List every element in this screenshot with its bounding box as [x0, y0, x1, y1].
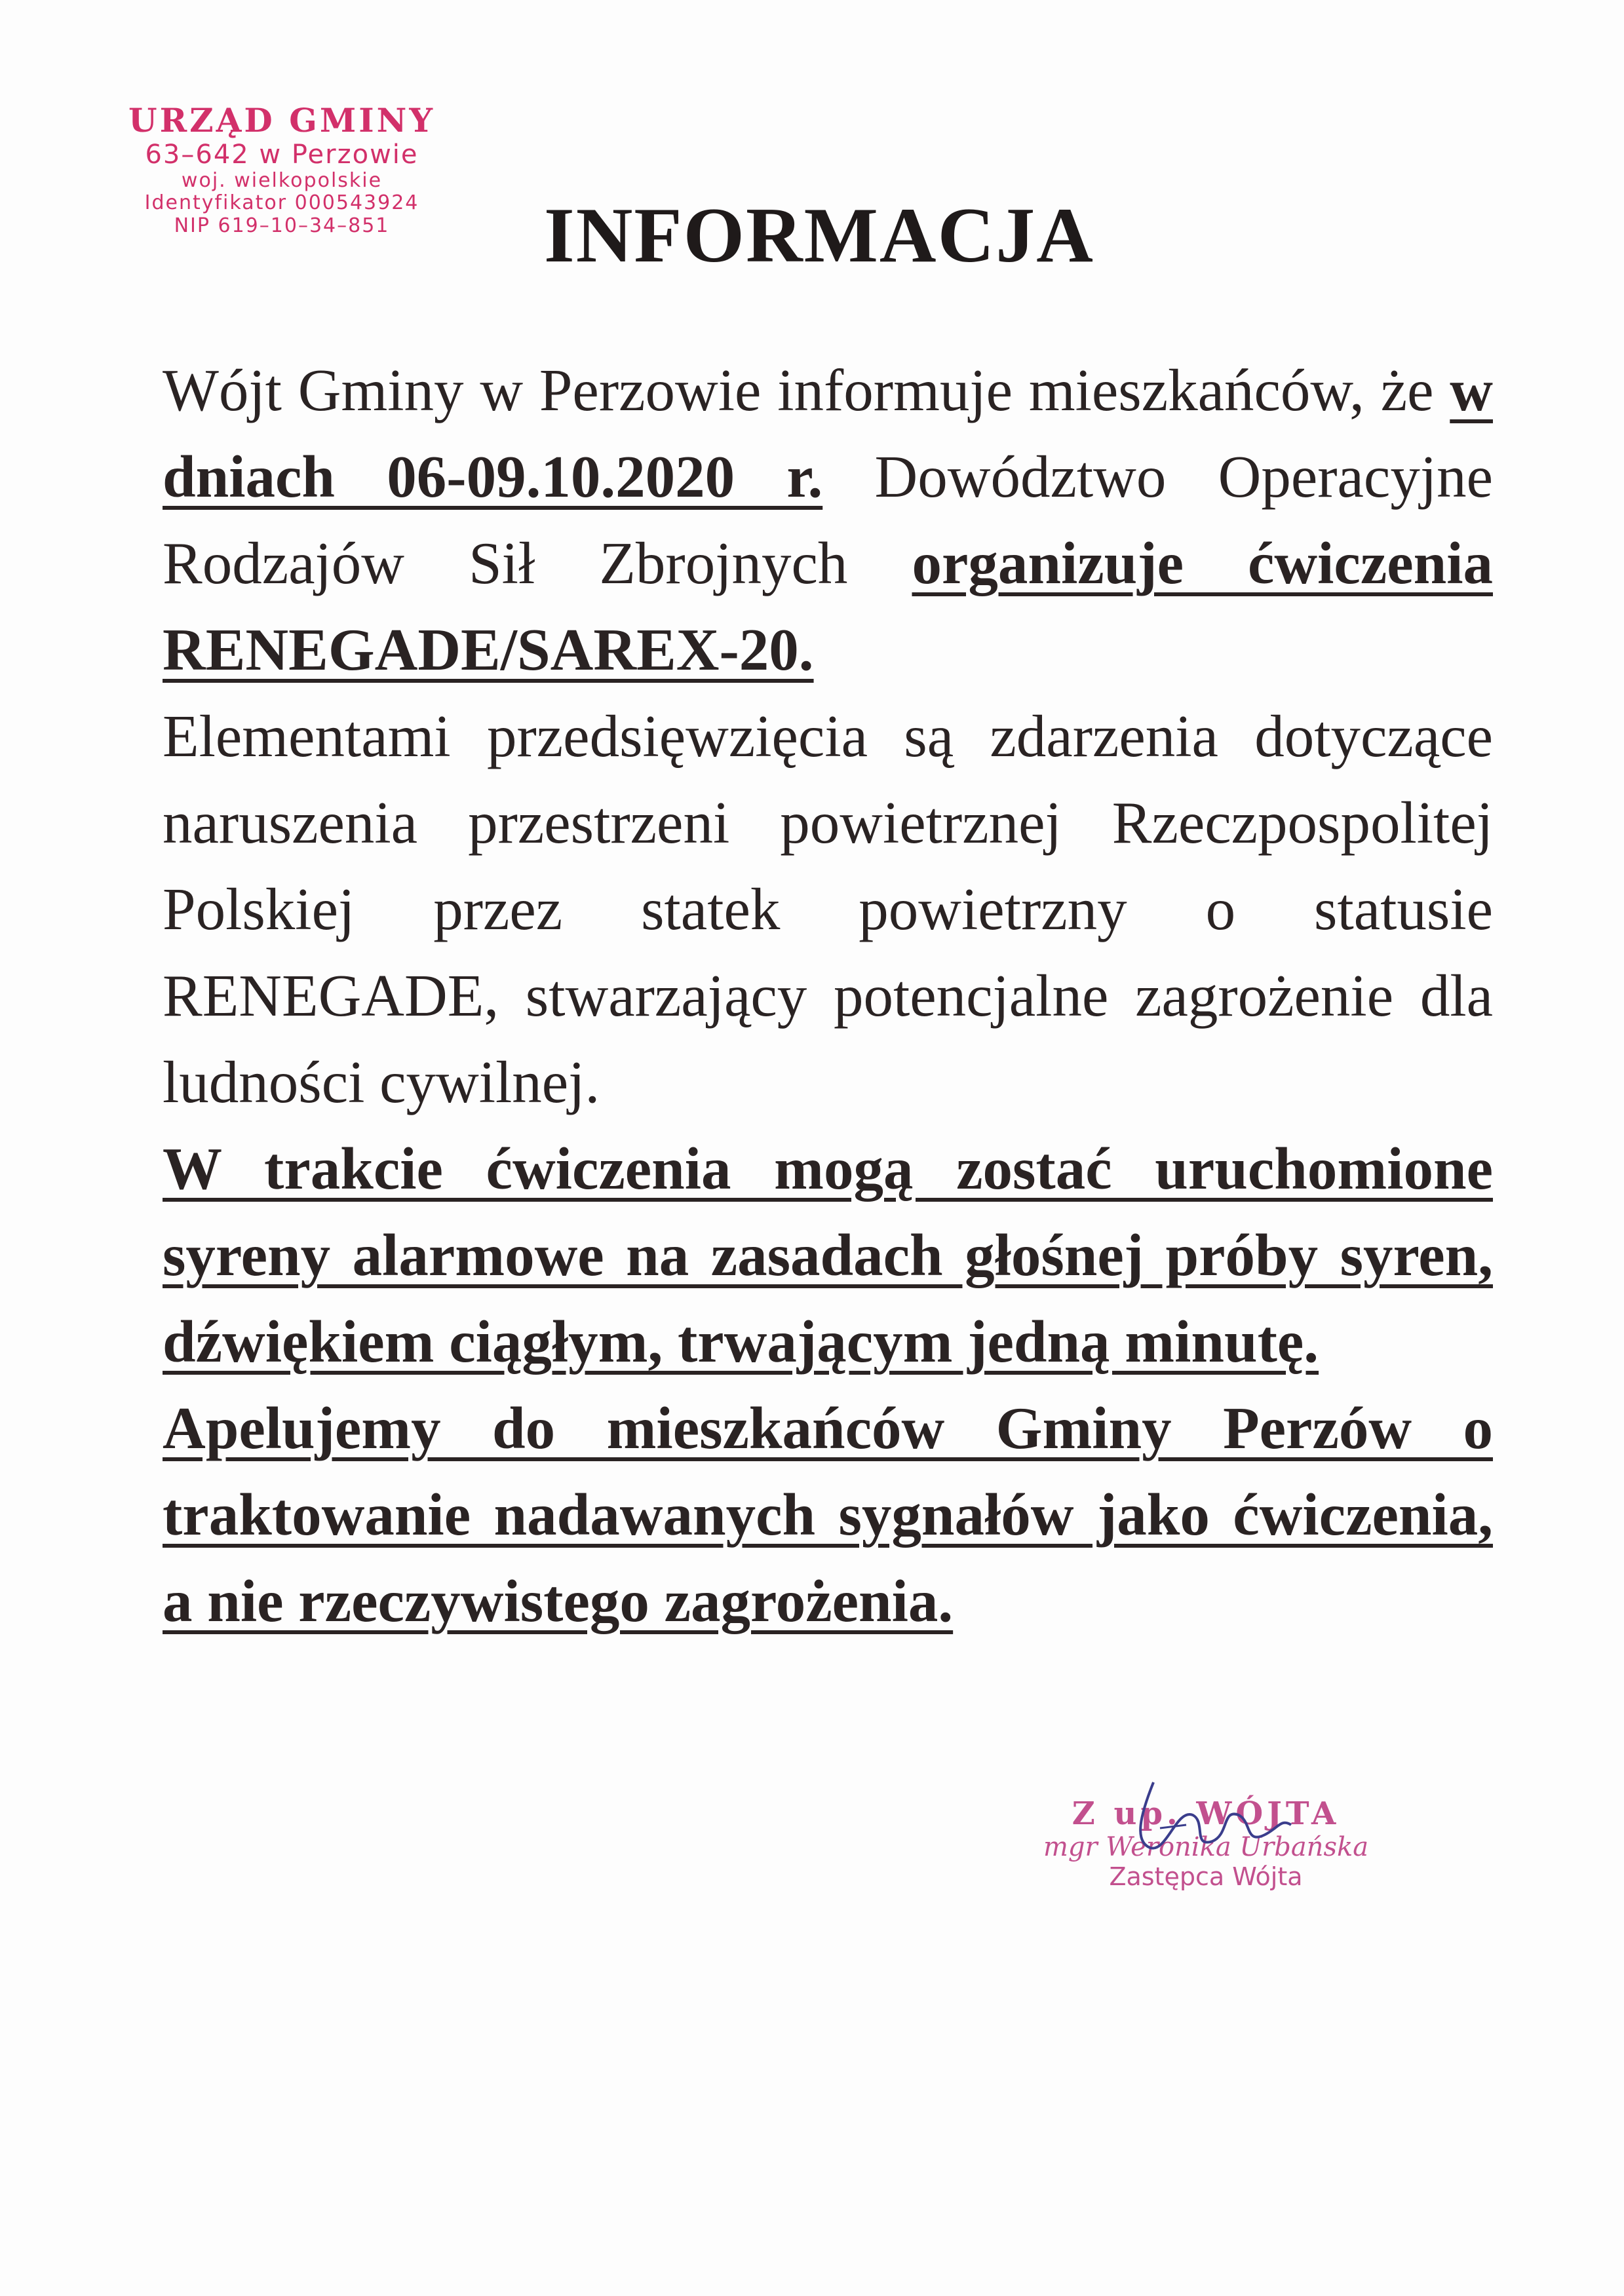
stamp-line-office: URZĄD GMINY: [128, 101, 436, 140]
stamp-line-province: woj. wielkopolskie: [181, 168, 383, 192]
intro-text: Wójt Gminy w Perzowie informuje mieszkańców, że: [163, 357, 1450, 423]
sirens-text: W trakcie ćwiczenia mogą zostać uruchomione syreny alarmowe na zasadach głośnej próby syren, dźwiękiem ciągłym, trwającym jedną minutę.: [163, 1136, 1493, 1375]
paragraph-elements: Elementami przedsięwzięcia są zdarzenia dotyczące naruszenia przestrzeni powietrznej Rzeczpospolitej Polskiej przez statek powietrzny o statusie RENEGADE, stwarzający potencjalne zagrożenie dla ludności cywilnej.: [163, 703, 1493, 1115]
date-phrase: w dniach 06-09.10.2020 r.: [163, 357, 1493, 510]
office-stamp: [98, 102, 465, 235]
signature-name: mgr Weronika Urbańska: [1043, 1832, 1369, 1862]
signature-role: Zastępca Wójta: [1109, 1862, 1303, 1891]
paragraph-intro: [163, 347, 1493, 693]
appeal-text: Apelujemy do mieszkańców Gminy Perzów o traktowanie nadawanych sygnałów jako ćwiczenia, a nie rzeczywistego zagrożenia.: [163, 1395, 1493, 1634]
handwritten-signature: [1114, 1769, 1311, 1867]
page-title: INFORMACJA: [544, 191, 1094, 278]
exercise-name: organizuje ćwiczenia RENEGADE/SAREX-20.: [163, 530, 1493, 683]
stamp-line-nip: NIP 619–10–34–851: [174, 214, 390, 235]
stamp-line-address: 63–642 w Perzowie: [145, 139, 419, 170]
paragraph-appeal: [163, 1385, 1493, 1645]
signature-on-behalf: Z up. WÓJTA: [1072, 1795, 1340, 1832]
signature-stamp: [1035, 1795, 1376, 1891]
announcement-body: [163, 347, 1493, 1645]
organizer-text: Dowództwo Operacyjne Rodzajów Sił Zbrojnych: [163, 444, 1493, 596]
paragraph-sirens: [163, 1126, 1493, 1385]
stamp-line-identifier: Identyfikator 000543924: [144, 191, 419, 214]
